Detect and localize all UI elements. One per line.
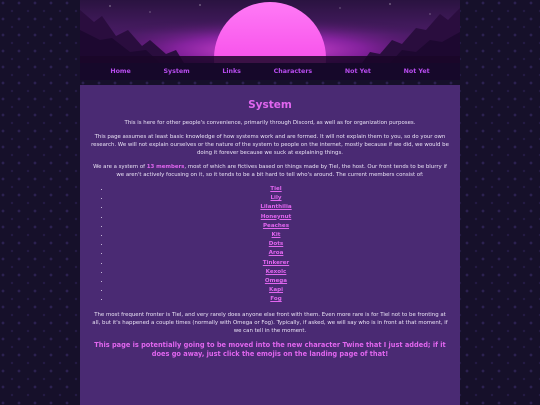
list-item [110, 286, 450, 295]
nav-system[interactable]: System [163, 68, 190, 75]
nav-not-yet-2[interactable]: Not Yet [403, 68, 430, 75]
member-link-tinkerer[interactable]: Tinkerer [262, 259, 290, 266]
list-item [110, 268, 450, 277]
member-link-honeynut[interactable]: Honeynut [260, 213, 292, 220]
member-link-omega[interactable]: Omega [264, 278, 288, 285]
move-notice: This page is potentially going to be moved into the new character Twine that I just added; if it does go away, just click the emojis on the landing page of that! [94, 340, 446, 358]
member-link-dots[interactable]: Dots [268, 241, 284, 248]
member-link-aroa[interactable]: Aroa [268, 250, 284, 257]
member-list [90, 185, 450, 305]
member-link-tiel[interactable]: Tiel [270, 186, 282, 192]
list-item [110, 240, 450, 249]
nav-home[interactable]: Home [110, 68, 131, 75]
system-text-after: , most of which are fictives based on things made by Tiel, the host. Our front tends to be blurry if we aren't actively focusing on it, so it tends to be a bit hard to tell who's around. The current members consist of: [116, 164, 447, 178]
content-panel [80, 85, 460, 405]
header-banner [80, 0, 460, 63]
list-item [110, 249, 450, 258]
member-link-lily[interactable]: Lily [270, 195, 282, 202]
member-link-lilanthilia[interactable]: Lilanthilia [260, 204, 292, 211]
list-item [110, 277, 450, 286]
nav-not-yet-1[interactable]: Not Yet [344, 68, 371, 75]
assumptions-paragraph: This page assumes at least basic knowledge of how systems work and are formed. It will not explain them to you, so do your own research. We will not explain ourselves or the nature of the system to people on the internet, mostly because if we did, we would be doing it forever because we suck at explaining things. [91, 134, 449, 156]
list-item [110, 222, 450, 231]
list-item [110, 295, 450, 304]
list-item [110, 203, 450, 212]
member-link-kit[interactable]: Kit [271, 232, 281, 239]
intro-paragraph: This is here for other people's convenience, primarily through Discord, as well as for organization purposes. [124, 120, 416, 126]
member-link-peaches[interactable]: Peaches [262, 222, 290, 229]
member-link-kexolc[interactable]: Kexolc [265, 268, 287, 275]
member-link-fog[interactable]: Fog [270, 296, 282, 303]
list-item [110, 259, 450, 268]
member-link-kapi[interactable]: Kapi [268, 287, 284, 294]
system-text-before: We are a system of [93, 164, 147, 170]
list-item [110, 194, 450, 203]
list-item [110, 231, 450, 240]
fronting-paragraph: The most frequent fronter is Tiel, and very rarely does anyone else front with them. Even more rare is for Tiel not to be fronting at all, but it's happened a couple times (normally with Omega or Fog). Typically, if asked, we will say who is in front at that moment, if we can tell in the moment. [92, 311, 448, 334]
system-paragraph [90, 163, 450, 179]
list-item [110, 185, 450, 194]
nav-links[interactable]: Links [222, 68, 241, 75]
main-nav [80, 63, 460, 80]
page-title: System [248, 99, 292, 111]
nav-characters[interactable]: Characters [273, 68, 313, 75]
member-count: 13 members [146, 164, 185, 170]
sunset-banner-image [80, 0, 460, 63]
list-item [110, 213, 450, 222]
